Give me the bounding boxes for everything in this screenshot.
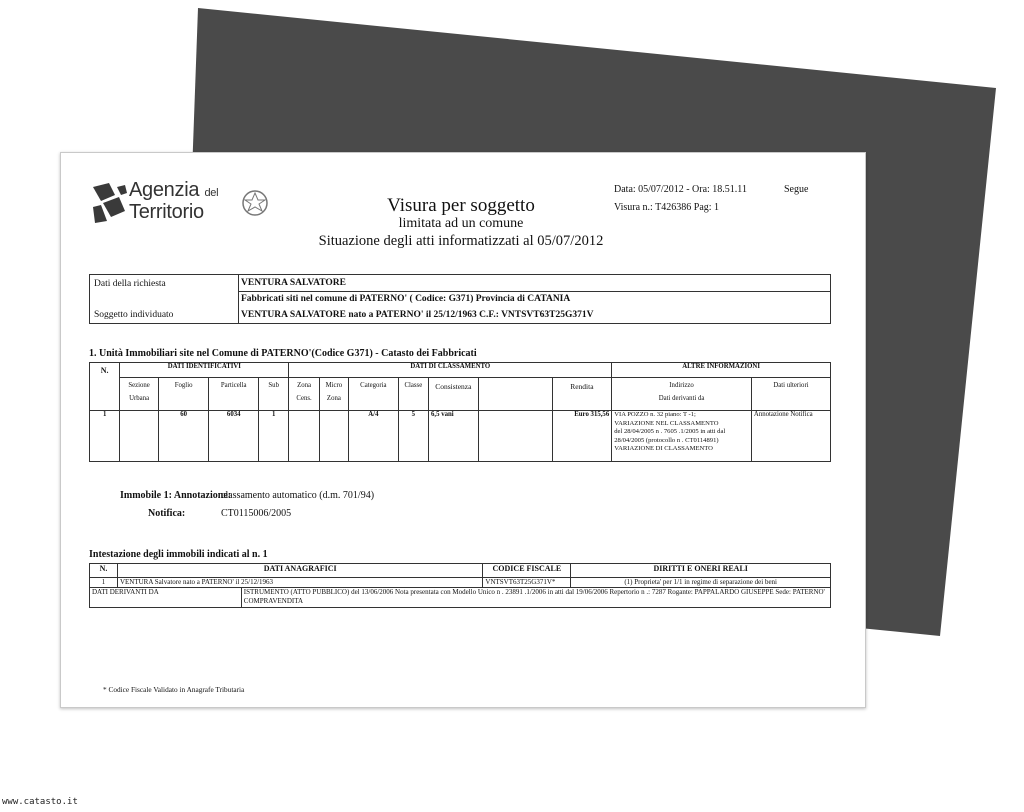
document-subtitle: limitata ad un comune xyxy=(398,216,524,231)
header-empty xyxy=(478,378,552,411)
intest-col-n: N. xyxy=(90,564,118,578)
cell-dati-ulteriori: Annotazione Notifica xyxy=(751,410,830,461)
logo-text-agenzia: Agenzia del xyxy=(129,179,219,201)
cell-sezione xyxy=(120,410,158,461)
group-altre-informazioni: ALTRE INFORMAZIONI xyxy=(612,363,831,378)
footnote: * Codice Fiscale Validato in Anagrafe Tributaria xyxy=(103,685,245,694)
header-particella: Particella xyxy=(209,378,259,411)
logo-text-territorio: Territorio xyxy=(129,201,204,223)
richiesta-name: VENTURA SALVATORE xyxy=(241,278,346,288)
richiesta-box xyxy=(89,274,831,324)
table-row xyxy=(90,410,831,461)
header-indirizzo: Indirizzo Dati derivanti da xyxy=(612,378,752,411)
annotazione-label: Immobile 1: Annotazione: xyxy=(120,490,232,501)
intest-cell-n: 1 xyxy=(90,578,118,588)
header-micro-zona: Micro Zona xyxy=(319,378,348,411)
table-row xyxy=(90,588,831,608)
header-rendita: Rendita xyxy=(552,378,612,411)
intest-derivanti-value: ISTRUMENTO (ATTO PUBBLICO) del 13/06/2006 Nota presentata con Modello Unico n . 23891 .1/2006 in atti dal 19/06/2006 Repertorio n .: 7287 Rogante: PAPPALARDO GIUSEPPE Sede: PATERNO' COMPRAVENDITA xyxy=(241,588,830,608)
header-sezione: Sezione Urbana xyxy=(120,378,158,411)
section-unita-immobiliari-title: 1. Unità Immobiliari site nel Comune di PATERNO'(Codice G371) - Catasto dei Fabbricati xyxy=(89,348,477,359)
cell-indirizzo: VIA POZZO n. 32 piano: T -1; VARIAZIONE NEL CLASSAMENTO del 28/04/2005 n . 7605 .1/2005 in atti dal 28/04/2005 (protocollo n . CT0114891) VARIAZIONE DI CLASSAMENTO xyxy=(612,410,752,461)
notifica-value: CT0115006/2005 xyxy=(221,508,292,519)
header-foglio: Foglio xyxy=(158,378,209,411)
meta-date-time: Data: 05/07/2012 - Ora: 18.51.11 xyxy=(614,184,747,195)
intest-cell-cf: VNTSVT63T25G371V* xyxy=(483,578,571,588)
intest-col-diritti: DIRITTI E ONERI REALI xyxy=(571,564,831,578)
intest-cell-anagrafici: VENTURA Salvatore nato a PATERNO' il 25/12/1963 xyxy=(117,578,482,588)
header-classe: Classe xyxy=(398,378,428,411)
cell-consistenza: 6,5 vani xyxy=(429,410,479,461)
annotazione-value: classamento automatico (d.m. 701/94) xyxy=(221,490,375,501)
intest-col-codice-fiscale: CODICE FISCALE xyxy=(483,564,571,578)
meta-segue: Segue xyxy=(784,184,809,195)
meta-visura-number: Visura n.: T426386 Pag: 1 xyxy=(614,202,720,213)
intest-derivanti-label: DATI DERIVANTI DA xyxy=(90,588,242,608)
intest-cell-diritti: (1) Proprieta' per 1/1 in regime di separazione dei beni xyxy=(571,578,831,588)
cell-particella: 6034 xyxy=(209,410,259,461)
cell-classe: 5 xyxy=(398,410,428,461)
notifica-label: Notifica: xyxy=(148,508,186,519)
header-sub: Sub xyxy=(259,378,289,411)
cell-categoria: A/4 xyxy=(349,410,399,461)
cell-n: 1 xyxy=(90,410,120,461)
cell-zona xyxy=(289,410,319,461)
header-categoria: Categoria xyxy=(349,378,399,411)
cell-sub: 1 xyxy=(259,410,289,461)
cell-empty xyxy=(478,410,552,461)
cell-micro xyxy=(319,410,348,461)
richiesta-label: Dati della richiesta xyxy=(94,279,166,289)
immobili-table xyxy=(89,362,831,462)
document-title: Visura per soggetto xyxy=(387,195,535,216)
soggetto-label: Soggetto individuato xyxy=(94,310,174,320)
header-consistenza: Consistenza xyxy=(429,378,479,411)
table-row xyxy=(90,578,831,588)
col-n-header: N. xyxy=(90,363,120,411)
section-intestazione-title: Intestazione degli immobili indicati al n. 1 xyxy=(89,549,268,560)
header-zona-cens: Zona Cens. xyxy=(289,378,319,411)
intest-col-anagrafici: DATI ANAGRAFICI xyxy=(117,564,482,578)
watermark: www.catasto.it xyxy=(2,797,78,807)
cell-rendita: Euro 315,56 xyxy=(552,410,612,461)
richiesta-fabbricati: Fabbricati siti nel comune di PATERNO' ( Codice: G371) Provincia di CATANIA xyxy=(241,294,571,304)
intestazione-table xyxy=(89,563,831,608)
header-dati-ulteriori: Dati ulteriori xyxy=(751,378,830,411)
visura-document xyxy=(60,152,866,708)
group-dati-identificativi: DATI IDENTIFICATIVI xyxy=(120,363,289,378)
soggetto-value: VENTURA SALVATORE nato a PATERNO' il 25/12/1963 C.F.: VNTSVT63T25G371V xyxy=(241,310,594,320)
cell-foglio: 60 xyxy=(158,410,209,461)
document-situation-date: Situazione degli atti informatizzati al 05/07/2012 xyxy=(318,233,604,249)
group-dati-classamento: DATI DI CLASSAMENTO xyxy=(289,363,612,378)
